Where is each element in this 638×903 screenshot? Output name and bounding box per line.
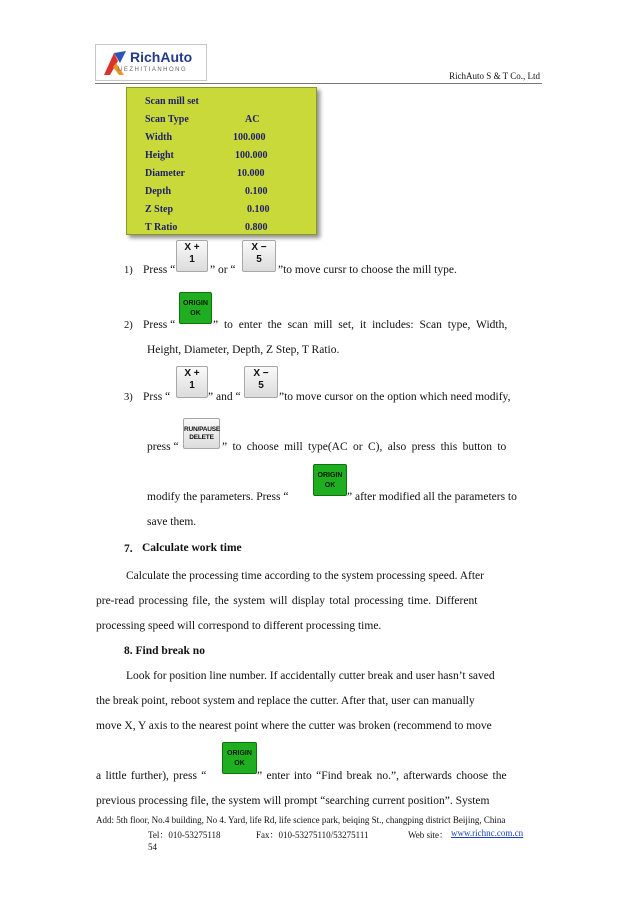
step-text: Prss “ bbox=[143, 391, 171, 403]
step-number: 2) bbox=[124, 320, 133, 331]
paragraph-line: the break point, reboot system and replace the cutter. After that, user can manually bbox=[96, 695, 475, 707]
lcd-value: 0.100 bbox=[245, 186, 268, 197]
lcd-label: Diameter bbox=[145, 168, 185, 179]
x-minus-key-icon: X − 5 bbox=[242, 240, 276, 272]
step-text: modify the parameters. Press “ bbox=[147, 491, 289, 503]
lcd-label: Z Step bbox=[145, 204, 174, 215]
step-text: ” after modified all the parameters to bbox=[347, 491, 517, 503]
x-plus-key-icon: X + 1 bbox=[176, 366, 208, 398]
origin-ok-key-icon: ORIGIN OK bbox=[179, 292, 212, 324]
step-text: Press “ bbox=[143, 319, 176, 331]
run-pause-delete-key-icon: RUN/PAUSE DELETE bbox=[183, 418, 220, 449]
lcd-label: Height bbox=[145, 150, 174, 161]
footer-address: Add: 5th floor, No.4 building, No 4. Yard, life Rd, life science park, beiqing St., changping district Beijing, China bbox=[96, 815, 506, 825]
step-text: Height, Diameter, Depth, Z Step, T Ratio. bbox=[147, 344, 340, 356]
lcd-value: 10.000 bbox=[237, 168, 265, 179]
footer-web-link[interactable]: www.richnc.com.cn bbox=[451, 828, 524, 838]
lcd-label: Scan Type bbox=[145, 114, 189, 125]
page-number: 54 bbox=[148, 842, 157, 852]
footer-web-label: Web site： bbox=[408, 830, 449, 840]
step-number: 3) bbox=[124, 392, 133, 403]
step-text: ” to enter the scan mill set, it includes: Scan type, Width, bbox=[213, 319, 508, 331]
paragraph-line: Look for position line number. If accidentally cutter break and user hasn’t saved bbox=[126, 670, 495, 682]
step-text: ”to move cursr to choose the mill type. bbox=[278, 264, 457, 276]
step-text: ” to choose mill type(AC or C), also press this button to bbox=[222, 441, 507, 453]
lcd-value: AC bbox=[245, 114, 260, 125]
section-number: 7. bbox=[124, 543, 133, 555]
paragraph-line: move X, Y axis to the nearest point where the cutter was broken (recommend to move bbox=[96, 720, 492, 732]
origin-ok-key-icon: ORIGIN OK bbox=[222, 742, 257, 774]
footer-tel: Tel：010-53275118 bbox=[148, 830, 221, 840]
header-company: RichAuto S & T Co., Ltd bbox=[449, 71, 540, 81]
lcd-label: T Ratio bbox=[145, 222, 178, 233]
paragraph-line: Calculate the processing time according to the system processing speed. After bbox=[126, 570, 484, 582]
lcd-screen bbox=[126, 87, 317, 235]
logo-sub-text: UEZHITIANHONG bbox=[118, 67, 188, 73]
company-logo bbox=[95, 44, 207, 81]
lcd-value: 0.800 bbox=[245, 222, 268, 233]
section-title: 8. Find break no bbox=[124, 645, 205, 657]
paragraph-line: a little further), press “ bbox=[96, 770, 207, 782]
paragraph-line: pre-read processing file, the system will display total processing time. Different bbox=[96, 595, 478, 607]
footer-fax: Fax：010-53275110/53275111 bbox=[256, 830, 369, 840]
paragraph-line: ” enter into “Find break no.”, afterwards choose the bbox=[257, 770, 507, 782]
lcd-label: Depth bbox=[145, 186, 172, 197]
step-text: press “ bbox=[147, 441, 179, 453]
paragraph-line: processing speed will correspond to different processing time. bbox=[96, 620, 382, 632]
lcd-title: Scan mill set bbox=[145, 96, 199, 107]
x-plus-key-icon: X + 1 bbox=[176, 240, 208, 272]
x-minus-key-icon: X − 5 bbox=[244, 366, 278, 398]
lcd-value: 100.000 bbox=[235, 150, 268, 161]
lcd-value: 100.000 bbox=[233, 132, 266, 143]
step-text: Press “ bbox=[143, 264, 176, 276]
step-text: save them. bbox=[147, 516, 197, 528]
header-rule bbox=[95, 83, 542, 84]
logo-brand-text: RichAuto bbox=[130, 49, 193, 65]
step-text: ” and “ bbox=[208, 391, 241, 403]
lcd-label: Width bbox=[145, 132, 173, 143]
step-text: ” or “ bbox=[210, 264, 236, 276]
lcd-value: 0.100 bbox=[247, 204, 270, 215]
paragraph-line: previous processing file, the system will prompt “searching current position”. System bbox=[96, 795, 490, 807]
origin-ok-key-icon: ORIGIN OK bbox=[313, 464, 347, 496]
section-title: Calculate work time bbox=[142, 542, 242, 554]
step-text: ”to move cursor on the option which need modify, bbox=[279, 391, 511, 403]
step-number: 1) bbox=[124, 265, 133, 276]
